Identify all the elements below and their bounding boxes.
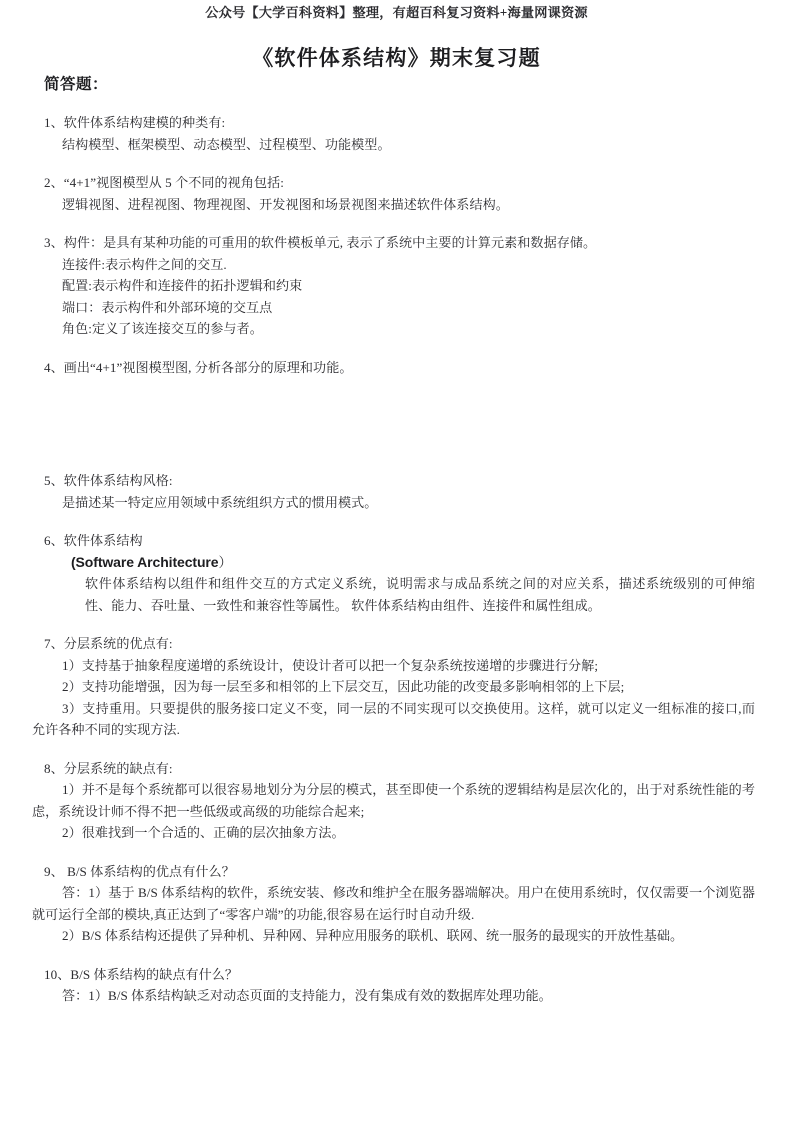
question-item-3 xyxy=(0,232,793,340)
question-number: 3、 xyxy=(44,235,64,250)
english-term-close-paren: ） xyxy=(218,554,232,570)
question-text: 软件体系结构 xyxy=(63,533,143,548)
question-text: 分层系统的缺点有: xyxy=(63,760,173,776)
question-line: 角色:定义了该连接交互的参与者。 xyxy=(62,321,263,336)
question-prompt xyxy=(44,470,793,492)
spacer xyxy=(0,340,793,357)
question-number: 7、 xyxy=(44,636,64,651)
question-prompt xyxy=(44,232,793,254)
spacer xyxy=(0,616,793,633)
question-item-9 xyxy=(0,861,793,947)
question-subitem-wrapped xyxy=(32,698,755,741)
question-line: 逻辑视图、进程视图、物理视图、开发视图和场景视图来描述软件体系结构。 xyxy=(62,196,509,212)
question-prompt xyxy=(44,861,793,883)
question-subitem-wrapped xyxy=(32,779,755,822)
question-line: 是描述某一特定应用领域中系统组织方式的惯用模式。 xyxy=(62,494,378,510)
spacer xyxy=(0,155,793,172)
question-text: 构件：是具有某种功能的可重用的软件模板单元, 表示了系统中主要的计算元素和数据存储。 xyxy=(63,235,597,250)
question-item-4 xyxy=(0,357,793,379)
question-item-10 xyxy=(0,964,793,1007)
spacer xyxy=(0,215,793,232)
question-prompt xyxy=(44,530,793,552)
spacer xyxy=(0,513,793,530)
question-line: 连接件:表示构件之间的交互. xyxy=(62,256,227,272)
question-item-1 xyxy=(0,112,793,155)
spacer xyxy=(0,844,793,861)
question-subitem-wrapped-text: 3）支持重用。只要提供的服务接口定义不变，同一层的不同实现可以交换使用。这样，就可以定义一组标准的接口,而允许各种不同的实现方法. xyxy=(32,700,755,737)
questions-container xyxy=(0,112,793,1007)
question-item-6 xyxy=(0,530,793,616)
question-number: 10、 xyxy=(44,966,71,982)
question-text: 分层系统的优点有: xyxy=(63,636,173,651)
page-title: 《软件体系结构》期末复习题 xyxy=(252,47,541,71)
question-item-7 xyxy=(0,633,793,741)
section-heading: 简答题： xyxy=(44,76,109,93)
question-text: B/S 体系结构的缺点有什么？ xyxy=(70,966,239,982)
question-subitem: 答：1）B/S 体系结构缺乏对动态页面的支持能力，没有集成有效的数据库处理功能。 xyxy=(62,988,552,1003)
question-subitem: 2）B/S 体系结构还提供了异种机、异种网、异种应用服务的联机、联网、统一服务的最现实的开放性基础。 xyxy=(62,928,684,943)
english-term-line xyxy=(71,552,793,574)
question-prompt xyxy=(44,633,793,655)
question-line: 配置:表示构件和连接件的拓扑逻辑和约束 xyxy=(62,278,303,293)
question-item-5 xyxy=(0,470,793,513)
question-item-8 xyxy=(0,758,793,844)
question-prompt xyxy=(44,112,793,134)
question-line: 结构模型、框架模型、动态模型、过程模型、功能模型。 xyxy=(62,136,391,152)
question-number: 5、 xyxy=(44,473,64,488)
question-number: 9、 xyxy=(44,863,64,879)
header-watermark: 公众号【大学百科资料】整理，有超百科复习资料+海量网课资源 xyxy=(205,5,588,20)
question-subitem: 2）支持功能增强，因为每一层至多和相邻的上下层交互，因此功能的改变最多影响相邻的上下层; xyxy=(62,679,625,694)
question-item-2 xyxy=(0,172,793,215)
spacer xyxy=(0,741,793,758)
question-answer-wrapped-text: 答：1）基于 B/S 体系结构的软件，系统安装、修改和维护全在服务器端解决。用户在使用系统时，仅仅需要一个浏览器就可运行全部的模块,真正达到了“零客户端”的功能,很容易在运行时自动升级. xyxy=(32,885,755,922)
question-prompt xyxy=(44,964,793,986)
question-prompt xyxy=(44,357,793,379)
question-number: 6、 xyxy=(44,533,64,548)
question-number: 1、 xyxy=(44,115,64,130)
spacer xyxy=(0,947,793,964)
english-term: (Software Architecture xyxy=(71,553,219,570)
question-number: 8、 xyxy=(44,760,64,776)
question-number: 2、 xyxy=(44,175,64,190)
question-line: 端口：表示构件和外部环境的交互点 xyxy=(62,299,273,315)
question-text: B/S 体系结构的优点有什么？ xyxy=(63,863,235,879)
question-number: 4、 xyxy=(44,359,64,375)
question-subitem: 1）支持基于抽象程度递增的系统设计，使设计者可以把一个复杂系统按递增的步骤进行分解; xyxy=(62,657,599,673)
question-text: “4+1”视图模型从 5 个不同的视角包括: xyxy=(63,175,284,190)
question-answer-wrapped xyxy=(32,882,755,925)
question-body: 软件体系结构以组件和组件交互的方式定义系统，说明需求与成品系统之间的对应关系，描述系统级别的可伸缩性、能力、吞吐量、一致性和兼容性等属性。 软件体系结构由组件、连接件和属性组成。 xyxy=(85,576,755,613)
question-subitem-wrapped-text: 1）并不是每个系统都可以很容易地划分为分层的模式，甚至即使一个系统的逻辑结构是层次化的，出于对系统性能的考虑，系统设计师不得不把一些低级或高级的功能综合起来; xyxy=(32,782,755,819)
question-text: 软件体系结构建模的种类有: xyxy=(63,115,226,130)
question-text: 软件体系结构风格: xyxy=(63,473,173,488)
question-prompt xyxy=(44,172,793,194)
question-subitem: 2）很难找到一个合适的、正确的层次抽象方法。 xyxy=(62,825,345,840)
question-prompt xyxy=(44,758,793,780)
drawing-answer-space xyxy=(0,378,793,470)
question-text: 画出“4+1”视图模型图, 分析各部分的原理和功能。 xyxy=(63,359,353,375)
